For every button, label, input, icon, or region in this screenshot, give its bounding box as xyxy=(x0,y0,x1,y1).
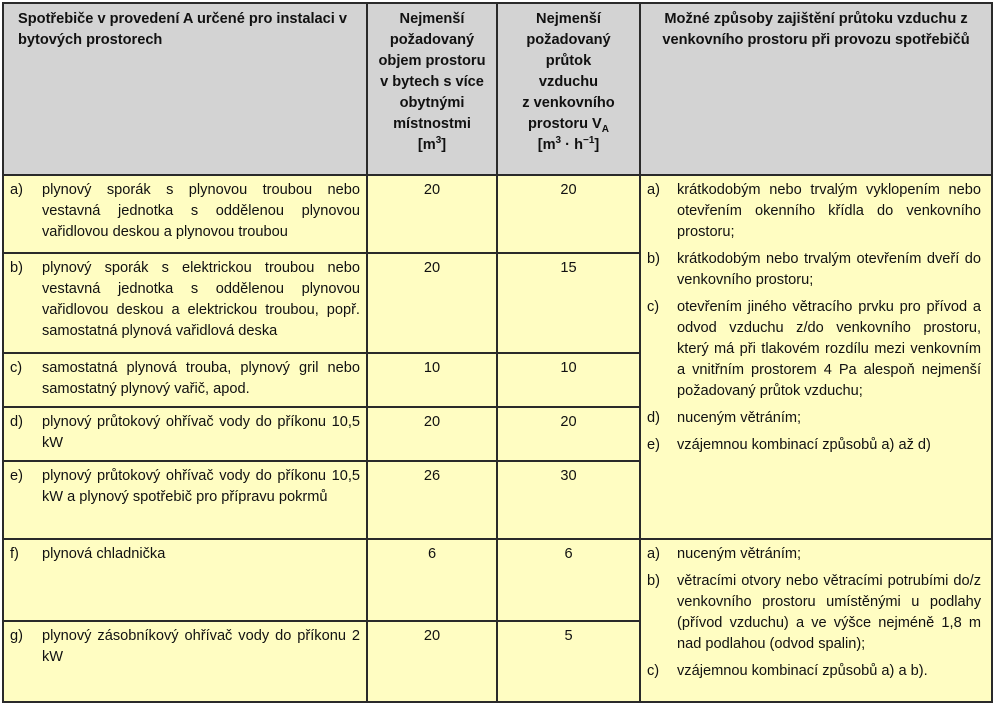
header-appliances xyxy=(3,3,367,175)
unit-superscript: 3 xyxy=(435,135,442,147)
method-text: vzájemnou kombinací způsobů a) až d) xyxy=(677,437,931,453)
method-label: b) xyxy=(647,573,660,589)
method-label: a) xyxy=(647,546,660,562)
volume-cell: 20 xyxy=(367,407,497,461)
airflow-cell: 30 xyxy=(497,461,640,539)
header-min-airflow-line: z venkovního xyxy=(522,95,615,111)
volume-cell: 10 xyxy=(367,353,497,407)
appliance-text: plynový sporák s plynovou troubou nebo vestavná jednotka s oddělenou plynovou vařidlovou deskou a plynovou troubou xyxy=(42,182,360,240)
header-min-volume-unit xyxy=(418,137,446,153)
table-row xyxy=(3,539,992,621)
unit-part: [m xyxy=(537,137,556,153)
method-item xyxy=(641,297,991,402)
method-label: b) xyxy=(647,251,660,267)
appliance-text: plynový zásobníkový ohřívač vody do příkonu 2 kW xyxy=(42,628,360,665)
row-label: a) xyxy=(10,182,23,198)
header-airflow-methods-text: Možné způsoby zajištění průtoku vzduchu z venkovního prostoru při provozu spotřebičů xyxy=(662,11,970,48)
method-label: c) xyxy=(647,299,660,315)
appliance-cell xyxy=(3,461,367,539)
header-min-airflow-va: prostoru V xyxy=(527,116,602,132)
airflow-cell: 6 xyxy=(497,539,640,621)
method-item xyxy=(641,180,991,243)
header-min-volume-line: obytnými xyxy=(399,95,465,111)
appliance-text: plynový průtokový ohřívač vody do příkonu 10,5 kW a plynový spotřebič pro přípravu pokrmů xyxy=(42,468,360,505)
header-min-airflow-line: požadovaný xyxy=(526,32,611,48)
header-min-airflow xyxy=(497,3,640,175)
table-row xyxy=(3,175,992,253)
method-label: a) xyxy=(647,182,660,198)
methods-cell-group2 xyxy=(640,539,992,702)
unit-superscript: −1 xyxy=(583,135,595,147)
airflow-cell: 15 xyxy=(497,253,640,353)
row-label: f) xyxy=(10,546,19,562)
unit-part: ] xyxy=(594,137,600,153)
unit-part: ] xyxy=(441,137,447,153)
header-min-airflow-line: průtok xyxy=(545,53,592,69)
appliance-text: plynová chladnička xyxy=(42,546,166,562)
method-item xyxy=(641,661,991,682)
method-text: otevřením jiného větracího prvku pro přívod a odvod vzduchu z/do venkovního prostoru, který má při tlakovém rozdílu mezi venkovním a vnitřním prostorem 4 Pa alespoň nejmenší požadovaný průtok vzduchu; xyxy=(677,299,981,399)
header-min-volume-line: Nejmenší xyxy=(399,11,465,27)
header-min-volume-line: v bytech s více xyxy=(380,74,484,90)
volume-cell: 20 xyxy=(367,621,497,702)
airflow-cell: 20 xyxy=(497,407,640,461)
appliance-cell xyxy=(3,539,367,621)
header-min-airflow-line: Nejmenší xyxy=(536,11,601,27)
method-text: větracími otvory nebo větracími potrubími do/z venkovního prostoru umístěnými u podlahy (přívod vzduchu) a ve výšce nejméně 1,8 m nad podlahou (odvod spalin); xyxy=(677,573,981,652)
row-label: g) xyxy=(10,628,23,644)
header-appliances-text: Spotřebiče v provedení A určené pro instalaci v bytových prostorech xyxy=(18,11,348,48)
va-subscript: A xyxy=(601,123,609,135)
appliance-cell xyxy=(3,353,367,407)
header-min-airflow-line: vzduchu xyxy=(538,74,599,90)
volume-cell: 20 xyxy=(367,253,497,353)
appliance-text: plynový sporák s elektrickou troubou nebo vestavná jednotka s oddělenou plynovou vařidlovou deskou a elektrickou troubou, popř. samostatná plynová vařidlová deska xyxy=(42,260,360,339)
appliance-cell xyxy=(3,621,367,702)
method-item xyxy=(641,249,991,291)
method-text: nuceným větráním; xyxy=(677,410,802,426)
method-item xyxy=(641,408,991,429)
appliance-text: plynový průtokový ohřívač vody do příkonu 10,5 kW xyxy=(42,414,360,451)
appliance-cell xyxy=(3,175,367,253)
header-row xyxy=(3,3,992,175)
header-min-volume xyxy=(367,3,497,175)
appliance-text: samostatná plynová trouba, plynový gril nebo samostatný plynový vařič, apod. xyxy=(42,360,360,397)
appliance-cell xyxy=(3,407,367,461)
ventilation-requirements-table xyxy=(2,2,993,703)
unit-part: [m xyxy=(417,137,436,153)
appliance-cell xyxy=(3,253,367,353)
method-label: d) xyxy=(647,410,660,426)
method-item xyxy=(641,435,991,456)
document-page xyxy=(2,2,991,703)
row-label: b) xyxy=(10,260,23,276)
method-label: c) xyxy=(647,663,660,679)
volume-cell: 26 xyxy=(367,461,497,539)
row-label: e) xyxy=(10,468,23,484)
row-label: c) xyxy=(10,360,23,376)
header-min-volume-line: požadovaný xyxy=(389,32,475,48)
method-item xyxy=(641,571,991,655)
method-text: vzájemnou kombinací způsobů a) a b). xyxy=(677,663,928,679)
method-text: krátkodobým nebo trvalým otevřením dveří do venkovního prostoru; xyxy=(677,251,981,288)
volume-cell: 20 xyxy=(367,175,497,253)
header-min-volume-line: objem prostoru xyxy=(378,53,486,69)
airflow-cell: 5 xyxy=(497,621,640,702)
header-min-volume-line: místnostmi xyxy=(393,116,471,132)
method-item xyxy=(641,544,991,565)
airflow-cell: 20 xyxy=(497,175,640,253)
header-min-airflow-unit xyxy=(538,137,600,153)
header-min-airflow-line xyxy=(527,116,609,135)
volume-cell: 6 xyxy=(367,539,497,621)
airflow-cell: 10 xyxy=(497,353,640,407)
method-label: e) xyxy=(647,437,660,453)
methods-cell-group1 xyxy=(640,175,992,539)
row-label: d) xyxy=(10,414,23,430)
method-text: nuceným větráním; xyxy=(677,546,802,562)
unit-superscript: 3 xyxy=(555,135,562,147)
unit-part: · h xyxy=(561,137,583,153)
header-airflow-methods xyxy=(640,3,992,175)
method-text: krátkodobým nebo trvalým vyklopením nebo otevřením okenního křídla do venkovního prostoru; xyxy=(677,182,981,240)
